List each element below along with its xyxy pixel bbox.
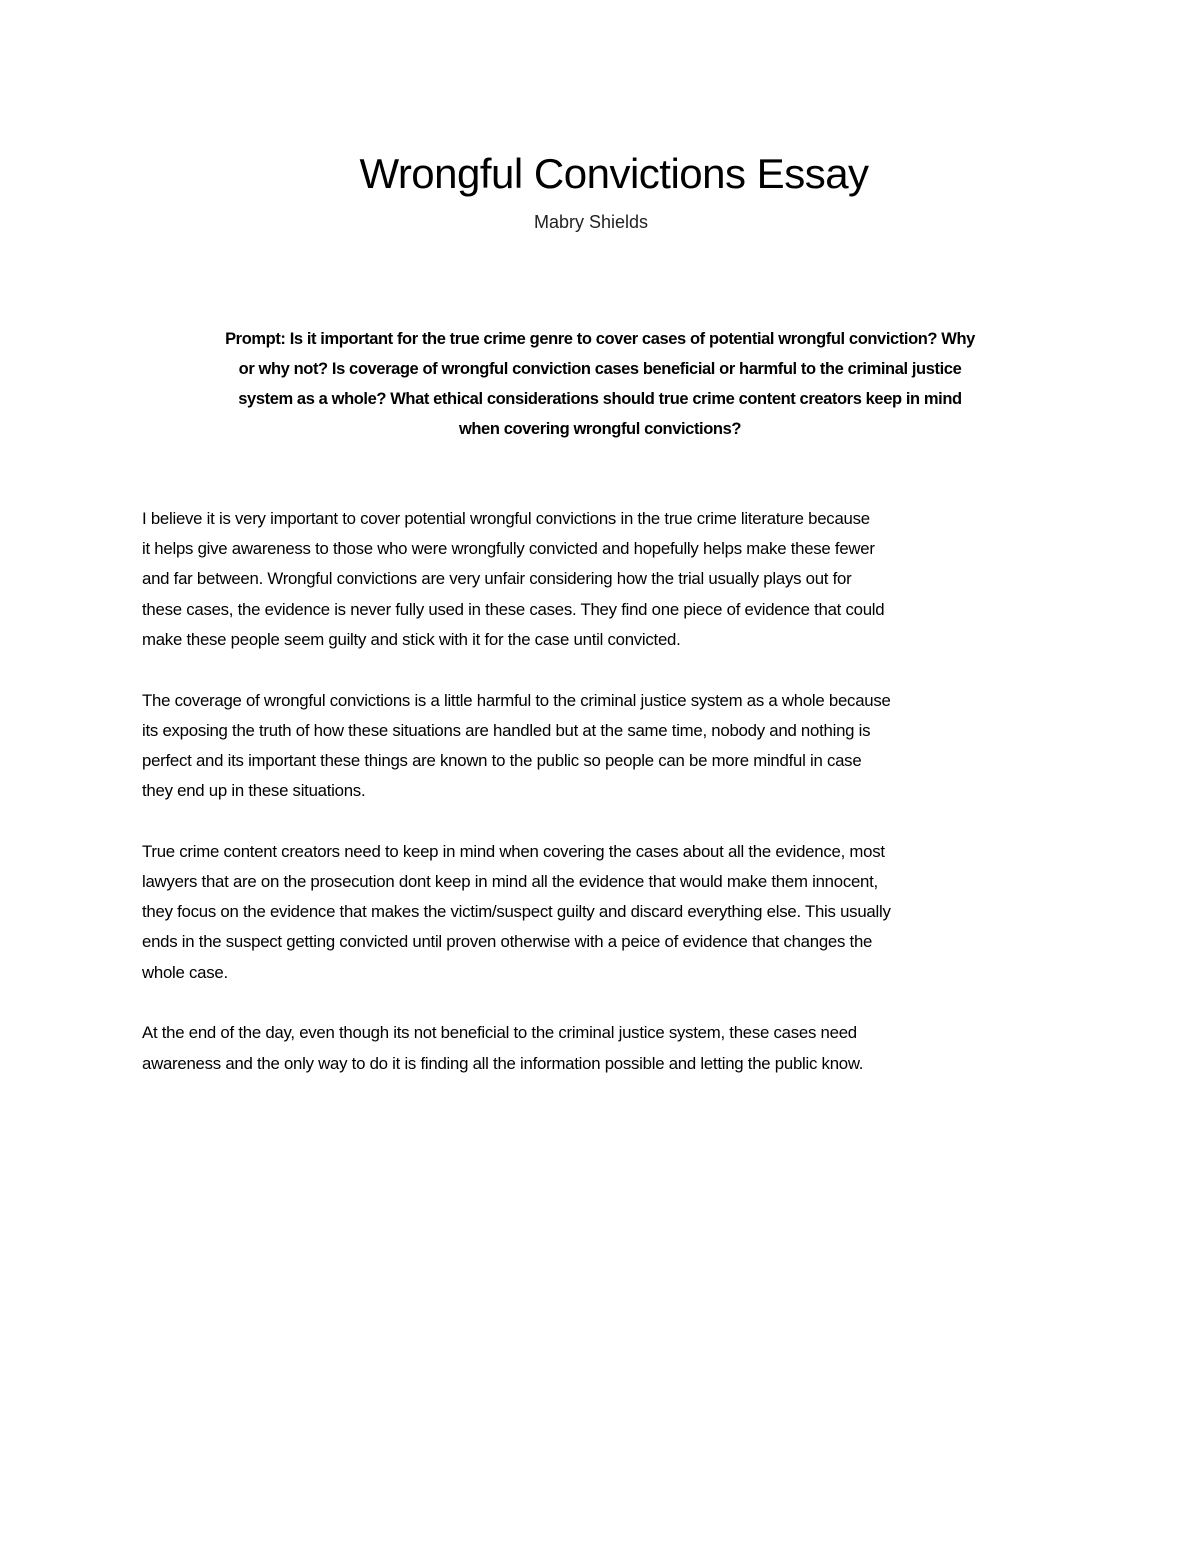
prompt-line: system as a whole? What ethical considerations should true crime content creators keep in mind [238, 390, 962, 408]
text-line: make these people seem guilty and stick with it for the case until convicted. [142, 629, 681, 649]
text-line: and far between. Wrongful convictions are very unfair considering how the trial usually plays out for [142, 569, 852, 589]
essay-body [142, 504, 1072, 1109]
document-title: Wrongful Convictions Essay [359, 150, 869, 197]
paragraph-2 [142, 686, 1072, 807]
text-line: awareness and the only way to do it is finding all the information possible and letting the public know. [142, 1053, 864, 1073]
text-line: ends in the suspect getting convicted until proven otherwise with a peice of evidence that changes the [142, 932, 873, 952]
text-line: I believe it is very important to cover potential wrongful convictions in the true crime literature because [142, 509, 870, 528]
text-line: whole case. [142, 962, 228, 982]
text-line: The coverage of wrongful convictions is a little harmful to the criminal justice system as a whole because [142, 690, 891, 710]
paragraph-3 [142, 837, 1072, 988]
text-line: At the end of the day, even though its not beneficial to the criminal justice system, these cases need [142, 1023, 857, 1043]
paragraph-1 [142, 504, 1072, 655]
text-line: lawyers that are on the prosecution dont keep in mind all the evidence that would make them innocent, [142, 872, 878, 892]
prompt-line: or why not? Is coverage of wrongful conviction cases beneficial or harmful to the criminal justice [238, 360, 962, 378]
text-line: its exposing the truth of how these situations are handled but at the same time, nobody and nothing is [142, 720, 871, 740]
paragraph-4 [142, 1018, 1072, 1078]
prompt-line: when covering wrongful convictions? [458, 420, 742, 438]
text-line: they focus on the evidence that makes the victim/suspect guilty and discard everything else. This usually [142, 902, 891, 922]
text-line: these cases, the evidence is never fully used in these cases. They find one piece of evidence that could [142, 599, 885, 619]
text-line: it helps give awareness to those who were wrongfully convicted and hopefully helps make these fewer [142, 539, 875, 559]
text-line: perfect and its important these things are known to the public so people can be more mindful in case [142, 750, 862, 770]
author-name: Mabry Shields [533, 212, 649, 232]
prompt-line: Prompt: Is it important for the true crime genre to cover cases of potential wrongful conviction? Why [225, 330, 975, 348]
text-line: True crime content creators need to keep in mind when covering the cases about all the evidence, most [142, 841, 885, 861]
essay-prompt [140, 324, 1060, 444]
text-line: they end up in these situations. [142, 781, 366, 801]
